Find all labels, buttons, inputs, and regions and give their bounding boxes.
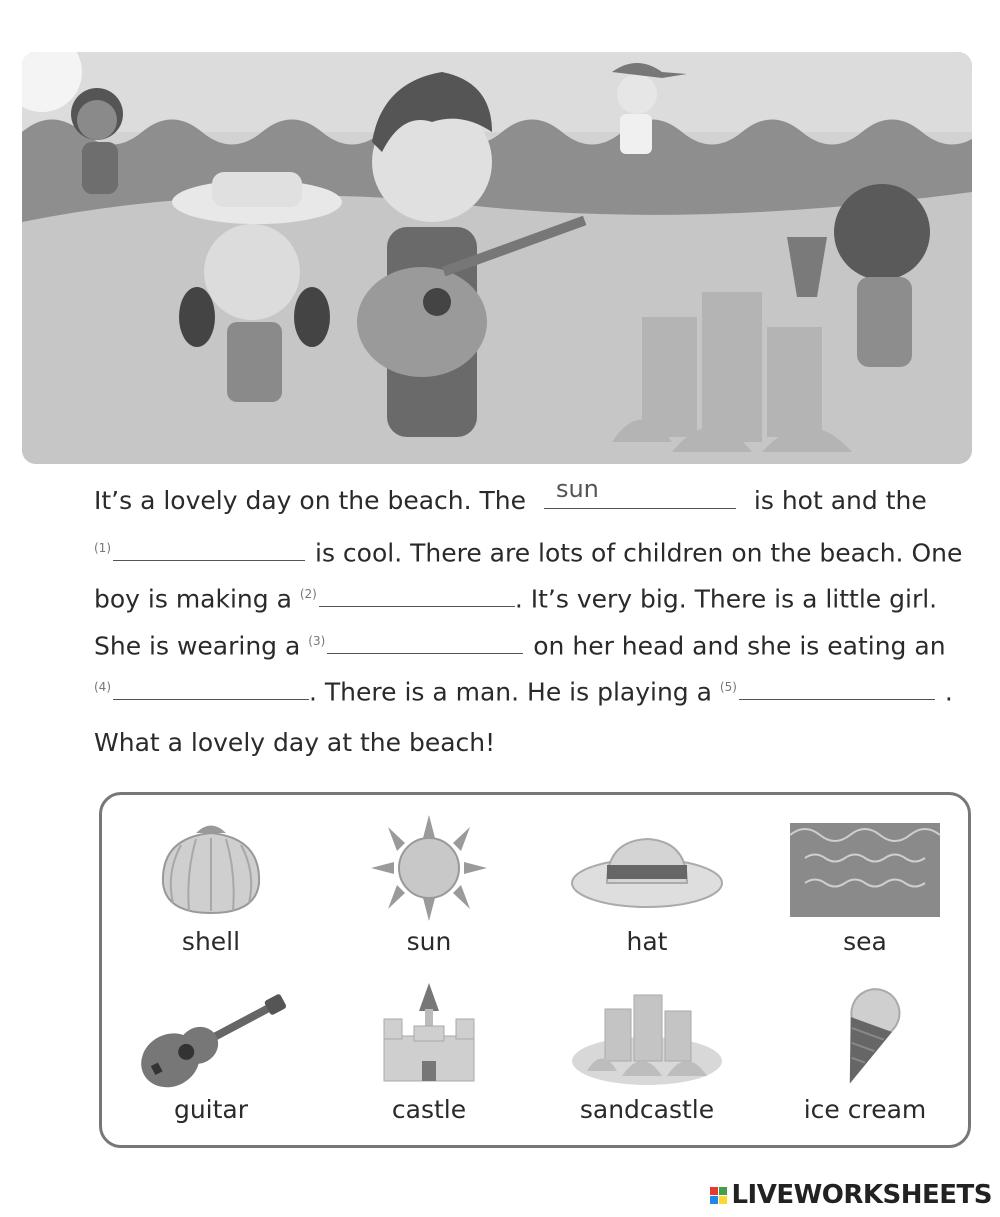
brand-name: LIVEWORKSHEETS [731, 1180, 992, 1210]
answer-blank-4[interactable] [113, 671, 309, 700]
beach-illustration [22, 52, 972, 464]
passage-text: is cool. There are lots of children on the beach. One [315, 537, 963, 567]
passage-text: It’s a lovely day on the beach. The [94, 486, 527, 515]
answer-blank-1[interactable] [113, 532, 305, 561]
closing-sentence: What a lovely day at the beach! [94, 728, 496, 757]
shell-icon [151, 813, 271, 923]
blank-number-2: (2) [299, 587, 317, 601]
blank-number-1: (1) [94, 540, 111, 555]
word-card [320, 813, 538, 956]
answer-blank-2[interactable] [319, 578, 515, 607]
word-card [320, 981, 538, 1124]
brand-logo-icon [710, 1187, 727, 1204]
passage-text: . [944, 677, 953, 707]
sea-icon [785, 813, 945, 923]
word-label: ice cream [803, 1095, 927, 1124]
word-label: guitar [173, 1095, 249, 1124]
sandcastle-icon [567, 981, 727, 1091]
passage-text: is hot and the [753, 486, 927, 515]
passage-text: on her head and she is eating an [533, 630, 946, 660]
passage-text: boy is making a [94, 584, 292, 614]
blank-number-5: (5) [719, 680, 737, 694]
word-label: shell [181, 927, 241, 956]
ice-cream-icon [805, 981, 925, 1091]
passage-line-2 [94, 525, 974, 572]
word-card [102, 813, 320, 956]
passage [94, 474, 974, 711]
passage-text: . It’s very big. There is a little girl. [514, 584, 938, 614]
sun-icon [369, 813, 489, 923]
beach-scene-icon [22, 52, 972, 464]
answer-blank-5[interactable] [739, 671, 935, 700]
example-answer: sun [555, 474, 599, 503]
word-label: sun [406, 927, 452, 956]
hat-icon [567, 813, 727, 923]
passage-text: She is wearing a [94, 630, 301, 660]
blank-number-3: (3) [308, 633, 326, 648]
word-card [538, 981, 756, 1124]
passage-text: . There is a man. He is playing a [309, 677, 712, 707]
blank-number-4: (4) [94, 680, 111, 694]
word-card [756, 981, 974, 1124]
guitar-icon [126, 981, 296, 1091]
word-card [538, 813, 756, 956]
word-card [756, 813, 974, 956]
word-card [102, 981, 320, 1124]
word-bank [99, 792, 971, 1148]
answer-blank-3[interactable] [327, 625, 523, 654]
word-label: sea [843, 927, 887, 956]
passage-line-1 [94, 474, 974, 525]
liveworksheets-brand [710, 1180, 992, 1210]
castle-icon [369, 981, 489, 1091]
word-label: sandcastle [579, 1095, 715, 1124]
passage-line-3 [94, 571, 974, 618]
word-label: hat [626, 927, 668, 956]
word-label: castle [391, 1095, 467, 1124]
passage-line-4 [94, 618, 974, 665]
example-blank [544, 474, 736, 509]
passage-line-5 [94, 664, 974, 711]
